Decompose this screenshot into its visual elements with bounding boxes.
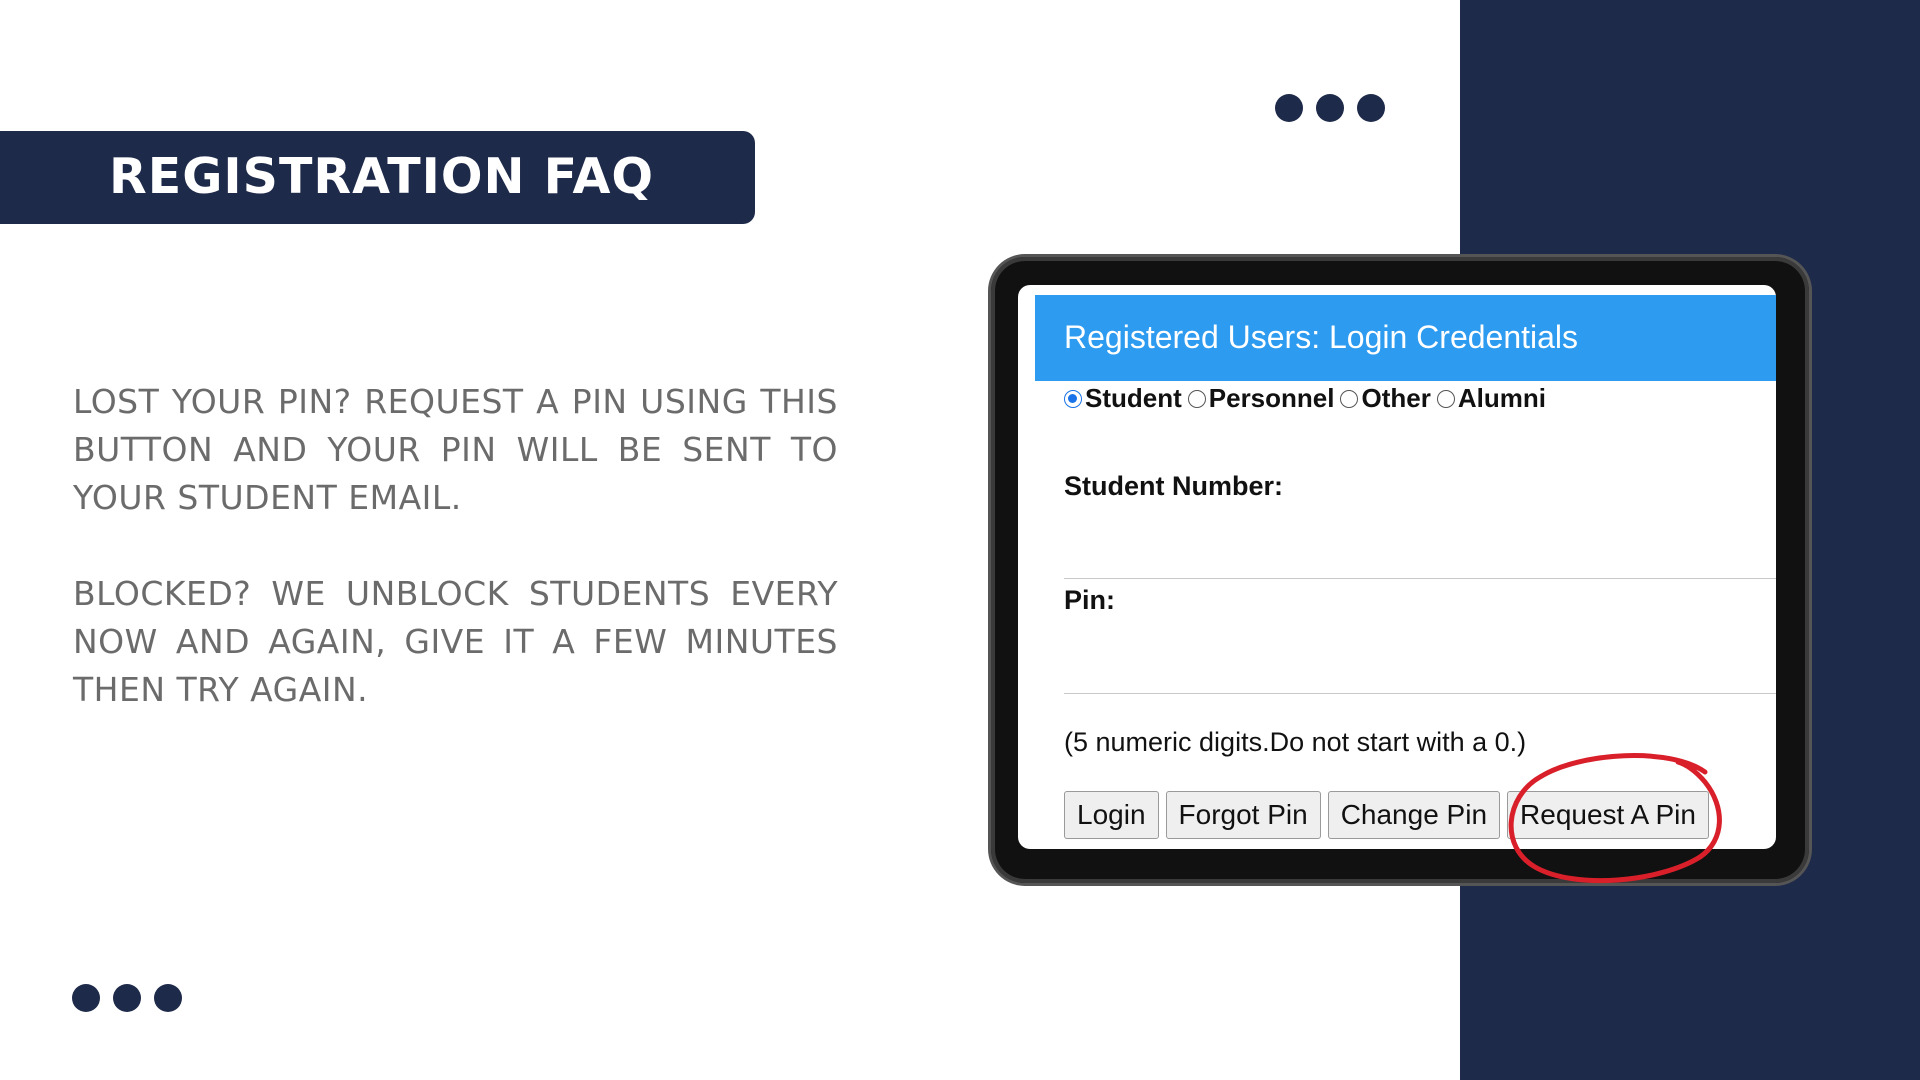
- radio-label: Alumni: [1457, 383, 1546, 413]
- pin-field[interactable]: [1064, 693, 1776, 694]
- radio-student[interactable]: [1064, 383, 1182, 414]
- student-number-label: Student Number:: [1064, 471, 1283, 501]
- role-radio-group: [1064, 383, 1552, 414]
- radio-label: Personnel: [1208, 383, 1335, 413]
- dot-icon: [154, 984, 182, 1012]
- decorative-dots-top: [1275, 94, 1385, 122]
- decorative-dots-bottom: [72, 984, 182, 1012]
- radio-personnel[interactable]: [1188, 383, 1335, 414]
- change-pin-button[interactable]: Change Pin: [1328, 791, 1500, 839]
- login-header: [1035, 295, 1776, 381]
- radio-unchecked-icon[interactable]: [1437, 390, 1455, 408]
- login-header-title: Registered Users: Login Credentials: [1064, 319, 1579, 355]
- faq-paragraph-blocked: BLOCKED? WE UNBLOCK STUDENTS EVERY NOW AND AGAIN, GIVE IT A FEW MINUTES THEN TRY AGAIN.: [73, 574, 838, 709]
- title-banner: [0, 131, 755, 224]
- student-number-field[interactable]: [1064, 578, 1776, 579]
- faq-body: [73, 378, 838, 762]
- radio-unchecked-icon[interactable]: [1188, 390, 1206, 408]
- faq-paragraph-lost-pin: LOST YOUR PIN? REQUEST A PIN USING THIS BUTTON AND YOUR PIN WILL BE SENT TO YOUR STUDENT EMAIL.: [73, 382, 838, 517]
- dot-icon: [1275, 94, 1303, 122]
- radio-other[interactable]: [1340, 383, 1430, 414]
- pin-hint: (5 numeric digits.Do not start with a 0.): [1064, 727, 1527, 757]
- dot-icon: [72, 984, 100, 1012]
- radio-unchecked-icon[interactable]: [1340, 390, 1358, 408]
- radio-checked-icon[interactable]: [1064, 390, 1082, 408]
- forgot-pin-button[interactable]: Forgot Pin: [1166, 791, 1321, 839]
- dot-icon: [113, 984, 141, 1012]
- request-pin-button[interactable]: Request A Pin: [1507, 791, 1709, 839]
- radio-label: Other: [1361, 383, 1431, 413]
- slide-title: REGISTRATION FAQ: [109, 148, 655, 205]
- radio-label: Student: [1085, 383, 1182, 413]
- pin-label: Pin:: [1064, 585, 1115, 615]
- radio-alumni[interactable]: [1437, 383, 1546, 414]
- dot-icon: [1316, 94, 1344, 122]
- red-circle-annotation: [1500, 752, 1730, 892]
- login-button[interactable]: Login: [1064, 791, 1159, 839]
- dot-icon: [1357, 94, 1385, 122]
